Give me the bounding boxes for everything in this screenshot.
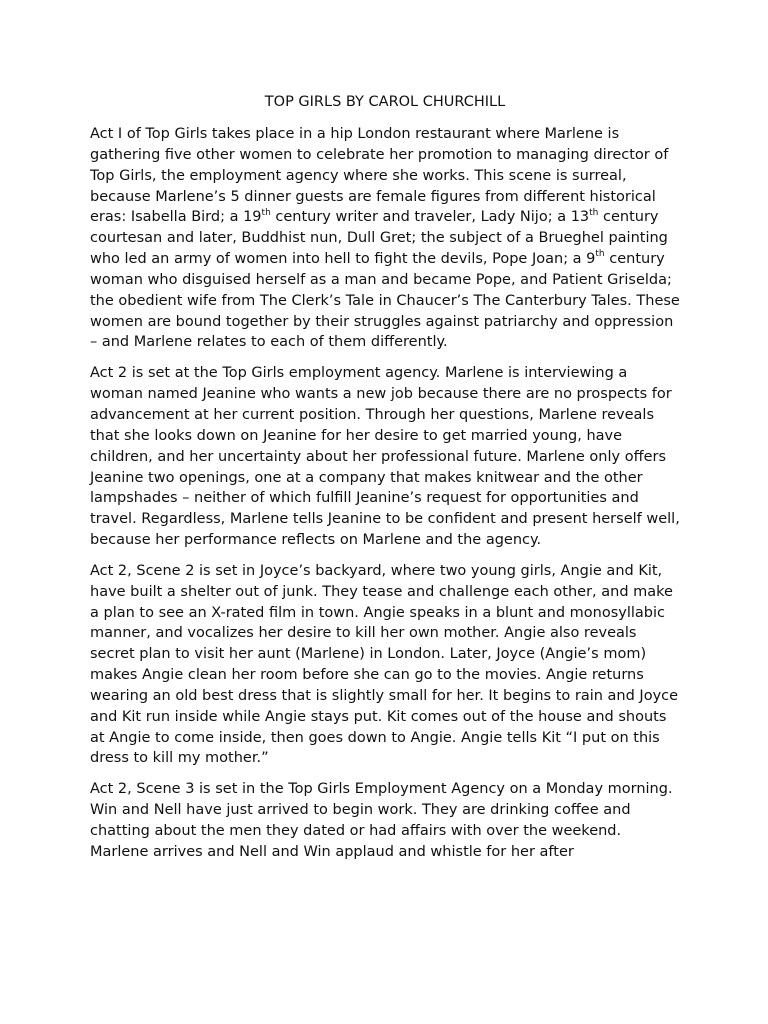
paragraph-act-1-part-c: century courtesan and later, Buddhist nun, Dull Gret; the subject of a Brueghel painting who led an army of women into hell to fight the devils, Pope Joan; a 9 xyxy=(90,209,668,268)
paragraph-act-1-part-b: century writer and traveler, Lady Nijo; a 13 xyxy=(270,209,590,226)
paragraph-act-1-part-a: Act I of Top Girls takes place in a hip London restaurant where Marlene is gathering five other women to celebrate her promotion to managing director of Top Girls, the employment agency where she works. This scene is surreal, because Marlene’s 5 dinner guests are female figures from different historical eras: Isabella Bird; a 19 xyxy=(90,126,669,226)
document-title: TOP GIRLS BY CAROL CHURCHILL xyxy=(264,94,506,110)
paragraph-act-1 xyxy=(90,124,680,353)
paragraph-act-2-scene-2: Act 2, Scene 2 is set in Joyce’s backyard, where two young girls, Angie and Kit, have built a shelter out of junk. They tease and challenge each other, and make a plan to see an X-rated film in town. Angie speaks in a blunt and monosyllabic manner, and vocalizes her desire to kill her own mother. Angie also reveals secret plan to visit her aunt (Marlene) in London. Later, Joyce (Angie’s mom) makes Angie clean her room before she can go to the movies. Angie returns wearing an old best dress that is slightly small for her. It begins to rain and Joyce and Kit run inside while Angie stays put. Kit comes out of the house and shouts at Angie to come inside, then goes down to Angie. Angie tells Kit “I put on this dress to kill my mother.” xyxy=(90,562,679,767)
paragraph-act-1-part-d: century woman who disguised herself as a man and became Pope, and Patient Griselda; the obedient wife from The Clerk’s Tale in Chaucer’s The Canterbury Tales. These women are bound together by their struggles against patriarchy and oppression – and Marlene relates to each of them differently. xyxy=(90,251,680,351)
superscript-th: th xyxy=(595,249,605,260)
paragraph-act-2: Act 2 is set at the Top Girls employment agency. Marlene is interviewing a woman named Jeanine who wants a new job because there are no prospects for advancement at her current position. Through her questions, Marlene reveals that she looks down on Jeanine for her desire to get married young, have children, and her uncertainty about her professional future. Marlene only offers Jeanine two openings, one at a company that makes knitwear and the other lampshades – neither of which fulfill Jeanine’s request for opportunities and travel. Regardless, Marlene tells Jeanine to be confident and present herself well, because her performance reflects on Marlene and the agency. xyxy=(90,365,680,549)
paragraph-act-2-scene-3: Act 2, Scene 3 is set in the Top Girls Employment Agency on a Monday morning. Win and Nell have just arrived to begin work. They are drinking coffee and chatting about the men they dated or had affairs with over the weekend. Marlene arrives and Nell and Win applaud and whistle for her after xyxy=(90,781,673,860)
superscript-th: th xyxy=(261,207,271,218)
document-page xyxy=(90,92,680,873)
superscript-th: th xyxy=(589,207,599,218)
